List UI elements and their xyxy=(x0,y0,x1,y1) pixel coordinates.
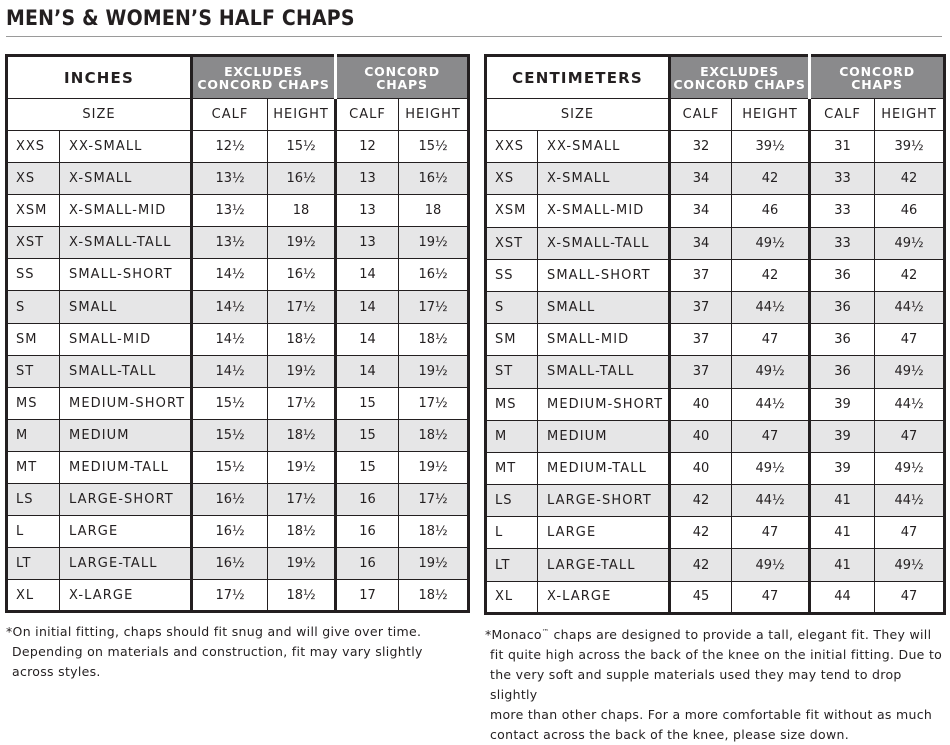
size-code: MT xyxy=(7,451,60,483)
height-value: 47 xyxy=(732,517,810,549)
concord-calf-value: 13 xyxy=(336,195,399,227)
trademark-symbol: ™ xyxy=(541,628,550,636)
size-code: S xyxy=(486,291,538,323)
calf-value: 16½ xyxy=(192,548,268,580)
size-name: X-SMALL-MID xyxy=(538,195,670,227)
concord-calf-value: 15 xyxy=(336,387,399,419)
concord-height-value: 16½ xyxy=(399,259,469,291)
concord-height-value: 44½ xyxy=(875,388,945,420)
size-code: MT xyxy=(486,452,538,484)
size-name: SMALL-TALL xyxy=(60,355,192,387)
concord-calf-value: 13 xyxy=(336,163,399,195)
concord-calf-value: 39 xyxy=(810,420,875,452)
size-code: XS xyxy=(486,163,538,195)
concord-calf-value: 33 xyxy=(810,227,875,259)
calf-value: 42 xyxy=(670,517,732,549)
size-name: SMALL xyxy=(60,291,192,323)
size-name: LARGE-TALL xyxy=(60,548,192,580)
height-value: 19½ xyxy=(268,355,336,387)
col-header-size: SIZE xyxy=(486,99,670,131)
calf-value: 15½ xyxy=(192,387,268,419)
concord-height-value: 18½ xyxy=(399,516,469,548)
concord-calf-value: 41 xyxy=(810,517,875,549)
height-value: 16½ xyxy=(268,163,336,195)
size-code: XS xyxy=(7,163,60,195)
height-value: 19½ xyxy=(268,227,336,259)
concord-height-value: 17½ xyxy=(399,291,469,323)
height-value: 47 xyxy=(732,324,810,356)
concord-height-value: 49½ xyxy=(875,452,945,484)
calf-value: 14½ xyxy=(192,323,268,355)
size-code: XXS xyxy=(7,131,60,163)
size-name: MEDIUM-SHORT xyxy=(538,388,670,420)
size-name: LARGE-TALL xyxy=(538,549,670,581)
size-code: LT xyxy=(486,549,538,581)
size-name: XX-SMALL xyxy=(60,131,192,163)
table-row xyxy=(486,356,945,388)
concord-calf-value: 41 xyxy=(810,485,875,517)
concord-calf-value: 39 xyxy=(810,388,875,420)
size-code: XST xyxy=(486,227,538,259)
concord-height-value: 44½ xyxy=(875,291,945,323)
height-value: 49½ xyxy=(732,549,810,581)
height-value: 17½ xyxy=(268,484,336,516)
size-code: S xyxy=(7,291,60,323)
note-line: *Monaco™ chaps are designed to provide a tall, elegant fit. They will xyxy=(485,627,932,643)
col-header-height: HEIGHT xyxy=(268,99,336,131)
table-row xyxy=(7,323,469,355)
unit-label-centimeters: CENTIMETERS xyxy=(486,56,670,99)
concord-height-value: 49½ xyxy=(875,356,945,388)
size-code: SS xyxy=(7,259,60,291)
concord-height-value: 15½ xyxy=(399,131,469,163)
col-header-calf: CALF xyxy=(670,99,732,131)
size-name: SMALL-TALL xyxy=(538,356,670,388)
calf-value: 45 xyxy=(670,581,732,613)
height-value: 18½ xyxy=(268,516,336,548)
note-line: across styles. xyxy=(12,664,101,679)
concord-calf-value: 15 xyxy=(336,419,399,451)
table-row xyxy=(486,131,945,163)
size-name: SMALL-SHORT xyxy=(538,259,670,291)
size-code: ST xyxy=(486,356,538,388)
table-row xyxy=(7,419,469,451)
height-value: 16½ xyxy=(268,259,336,291)
size-name: X-SMALL xyxy=(60,163,192,195)
height-value: 47 xyxy=(732,420,810,452)
calf-value: 42 xyxy=(670,485,732,517)
size-code: MS xyxy=(486,388,538,420)
height-value: 44½ xyxy=(732,485,810,517)
size-name: MEDIUM-TALL xyxy=(538,452,670,484)
concord-height-value: 47 xyxy=(875,517,945,549)
group-header-concord: CONCORD CHAPS xyxy=(336,56,469,99)
concord-calf-value: 39 xyxy=(810,452,875,484)
height-value: 49½ xyxy=(732,227,810,259)
table-row xyxy=(7,131,469,163)
size-name: MEDIUM xyxy=(60,419,192,451)
size-code: L xyxy=(486,517,538,549)
concord-height-value: 47 xyxy=(875,581,945,613)
concord-height-value: 17½ xyxy=(399,387,469,419)
concord-height-value: 46 xyxy=(875,195,945,227)
height-value: 17½ xyxy=(268,291,336,323)
height-value: 46 xyxy=(732,195,810,227)
table-row xyxy=(7,227,469,259)
fitting-note xyxy=(6,622,466,682)
calf-value: 13½ xyxy=(192,163,268,195)
height-value: 18 xyxy=(268,195,336,227)
concord-height-value: 44½ xyxy=(875,485,945,517)
concord-calf-value: 36 xyxy=(810,356,875,388)
table-row xyxy=(7,580,469,612)
note-line: the very soft and supple materials used they may tend to drop slightly xyxy=(490,667,902,703)
size-name: X-LARGE xyxy=(538,581,670,613)
concord-height-value: 19½ xyxy=(399,355,469,387)
concord-height-value: 18½ xyxy=(399,580,469,612)
concord-height-value: 47 xyxy=(875,324,945,356)
concord-height-value: 39½ xyxy=(875,131,945,163)
size-name: SMALL-MID xyxy=(60,323,192,355)
calf-value: 16½ xyxy=(192,516,268,548)
concord-calf-value: 33 xyxy=(810,195,875,227)
height-value: 42 xyxy=(732,259,810,291)
calf-value: 12½ xyxy=(192,131,268,163)
col-header-concord-height: HEIGHT xyxy=(399,99,469,131)
size-name: SMALL-MID xyxy=(538,324,670,356)
table-row xyxy=(7,163,469,195)
concord-calf-value: 36 xyxy=(810,291,875,323)
group-header-concord: CONCORD CHAPS xyxy=(810,56,945,99)
size-name: X-SMALL-TALL xyxy=(538,227,670,259)
note-line: more than other chaps. For a more comfortable fit without as much xyxy=(490,707,933,723)
calf-value: 37 xyxy=(670,324,732,356)
group-header-excludes-concord: EXCLUDES CONCORD CHAPS xyxy=(192,56,336,99)
concord-calf-value: 14 xyxy=(336,355,399,387)
note-line: contact across the back of the knee, please size down. xyxy=(490,727,850,743)
size-name: MEDIUM xyxy=(538,420,670,452)
calf-value: 32 xyxy=(670,131,732,163)
concord-height-value: 18½ xyxy=(399,419,469,451)
col-header-concord-calf: CALF xyxy=(336,99,399,131)
table-row xyxy=(7,195,469,227)
table-row xyxy=(486,517,945,549)
unit-label-inches: INCHES xyxy=(7,56,192,99)
concord-calf-value: 16 xyxy=(336,548,399,580)
table-row xyxy=(486,195,945,227)
size-name: XX-SMALL xyxy=(538,131,670,163)
table-row xyxy=(486,420,945,452)
size-code: SM xyxy=(7,323,60,355)
concord-height-value: 19½ xyxy=(399,227,469,259)
centimeters-size-table xyxy=(484,54,946,615)
concord-height-value: 16½ xyxy=(399,163,469,195)
table-row xyxy=(486,485,945,517)
concord-height-value: 18 xyxy=(399,195,469,227)
size-code: LS xyxy=(486,485,538,517)
size-name: MEDIUM-TALL xyxy=(60,451,192,483)
calf-value: 37 xyxy=(670,259,732,291)
table-row xyxy=(7,259,469,291)
table-row xyxy=(486,163,945,195)
size-name: X-SMALL xyxy=(538,163,670,195)
calf-value: 17½ xyxy=(192,580,268,612)
col-header-concord-height: HEIGHT xyxy=(875,99,945,131)
size-code: XSM xyxy=(486,195,538,227)
concord-height-value: 19½ xyxy=(399,548,469,580)
size-code: M xyxy=(486,420,538,452)
inches-size-table xyxy=(5,54,470,613)
height-value: 44½ xyxy=(732,388,810,420)
calf-value: 13½ xyxy=(192,227,268,259)
calf-value: 37 xyxy=(670,291,732,323)
height-value: 39½ xyxy=(732,131,810,163)
calf-value: 40 xyxy=(670,388,732,420)
table-row xyxy=(7,484,469,516)
table-row xyxy=(7,451,469,483)
concord-calf-value: 16 xyxy=(336,516,399,548)
size-code: XST xyxy=(7,227,60,259)
note-line: fit quite high across the back of the knee on the initial fitting. Due to xyxy=(490,647,943,663)
size-name: X-LARGE xyxy=(60,580,192,612)
table-row xyxy=(486,452,945,484)
calf-value: 40 xyxy=(670,420,732,452)
table-row xyxy=(486,259,945,291)
col-header-height: HEIGHT xyxy=(732,99,810,131)
table-row xyxy=(7,516,469,548)
concord-height-value: 47 xyxy=(875,420,945,452)
height-value: 44½ xyxy=(732,291,810,323)
concord-calf-value: 44 xyxy=(810,581,875,613)
table-row xyxy=(486,291,945,323)
concord-calf-value: 33 xyxy=(810,163,875,195)
concord-height-value: 42 xyxy=(875,163,945,195)
concord-calf-value: 15 xyxy=(336,451,399,483)
table-row xyxy=(486,227,945,259)
calf-value: 14½ xyxy=(192,355,268,387)
height-value: 18½ xyxy=(268,323,336,355)
height-value: 18½ xyxy=(268,419,336,451)
table-row xyxy=(7,355,469,387)
group-header-excludes-concord: EXCLUDES CONCORD CHAPS xyxy=(670,56,810,99)
size-code: SM xyxy=(486,324,538,356)
size-name: SMALL xyxy=(538,291,670,323)
calf-value: 14½ xyxy=(192,291,268,323)
table-row xyxy=(486,388,945,420)
size-code: LT xyxy=(7,548,60,580)
col-header-calf: CALF xyxy=(192,99,268,131)
concord-height-value: 18½ xyxy=(399,323,469,355)
concord-height-value: 17½ xyxy=(399,484,469,516)
height-value: 49½ xyxy=(732,356,810,388)
concord-calf-value: 14 xyxy=(336,259,399,291)
page-title: MEN’S & WOMEN’S HALF CHAPS xyxy=(6,6,355,30)
calf-value: 13½ xyxy=(192,195,268,227)
concord-calf-value: 16 xyxy=(336,484,399,516)
concord-calf-value: 31 xyxy=(810,131,875,163)
concord-calf-value: 36 xyxy=(810,259,875,291)
table-row xyxy=(486,581,945,613)
concord-calf-value: 14 xyxy=(336,291,399,323)
table-row xyxy=(486,549,945,581)
note-line: Depending on materials and construction, fit may vary slightly xyxy=(12,644,423,659)
calf-value: 34 xyxy=(670,195,732,227)
height-value: 47 xyxy=(732,581,810,613)
size-code: XSM xyxy=(7,195,60,227)
calf-value: 37 xyxy=(670,356,732,388)
size-name: LARGE xyxy=(538,517,670,549)
height-value: 18½ xyxy=(268,580,336,612)
size-name: LARGE xyxy=(60,516,192,548)
calf-value: 15½ xyxy=(192,451,268,483)
size-code: M xyxy=(7,419,60,451)
table-row xyxy=(486,324,945,356)
calf-value: 14½ xyxy=(192,259,268,291)
table-row xyxy=(7,291,469,323)
concord-calf-value: 12 xyxy=(336,131,399,163)
size-name: X-SMALL-MID xyxy=(60,195,192,227)
concord-calf-value: 14 xyxy=(336,323,399,355)
calf-value: 15½ xyxy=(192,419,268,451)
size-name: MEDIUM-SHORT xyxy=(60,387,192,419)
size-code: XL xyxy=(7,580,60,612)
calf-value: 42 xyxy=(670,549,732,581)
height-value: 19½ xyxy=(268,451,336,483)
calf-value: 40 xyxy=(670,452,732,484)
concord-height-value: 19½ xyxy=(399,451,469,483)
size-code: MS xyxy=(7,387,60,419)
size-name: X-SMALL-TALL xyxy=(60,227,192,259)
concord-height-value: 49½ xyxy=(875,549,945,581)
table-row xyxy=(7,548,469,580)
size-code: L xyxy=(7,516,60,548)
size-code: SS xyxy=(486,259,538,291)
concord-height-value: 49½ xyxy=(875,227,945,259)
size-code: LS xyxy=(7,484,60,516)
height-value: 19½ xyxy=(268,548,336,580)
height-value: 17½ xyxy=(268,387,336,419)
title-divider xyxy=(6,36,942,37)
calf-value: 16½ xyxy=(192,484,268,516)
concord-calf-value: 41 xyxy=(810,549,875,581)
col-header-concord-calf: CALF xyxy=(810,99,875,131)
size-name: LARGE-SHORT xyxy=(538,485,670,517)
table-row xyxy=(7,387,469,419)
height-value: 49½ xyxy=(732,452,810,484)
calf-value: 34 xyxy=(670,227,732,259)
concord-height-value: 42 xyxy=(875,259,945,291)
calf-value: 34 xyxy=(670,163,732,195)
size-code: ST xyxy=(7,355,60,387)
note-line: *On initial fitting, chaps should fit snug and will give over time. xyxy=(6,624,422,639)
size-code: XL xyxy=(486,581,538,613)
size-code: XXS xyxy=(486,131,538,163)
size-name: LARGE-SHORT xyxy=(60,484,192,516)
concord-calf-value: 13 xyxy=(336,227,399,259)
height-value: 15½ xyxy=(268,131,336,163)
col-header-size: SIZE xyxy=(7,99,192,131)
monaco-note xyxy=(485,622,947,745)
concord-calf-value: 36 xyxy=(810,324,875,356)
concord-calf-value: 17 xyxy=(336,580,399,612)
height-value: 42 xyxy=(732,163,810,195)
size-name: SMALL-SHORT xyxy=(60,259,192,291)
